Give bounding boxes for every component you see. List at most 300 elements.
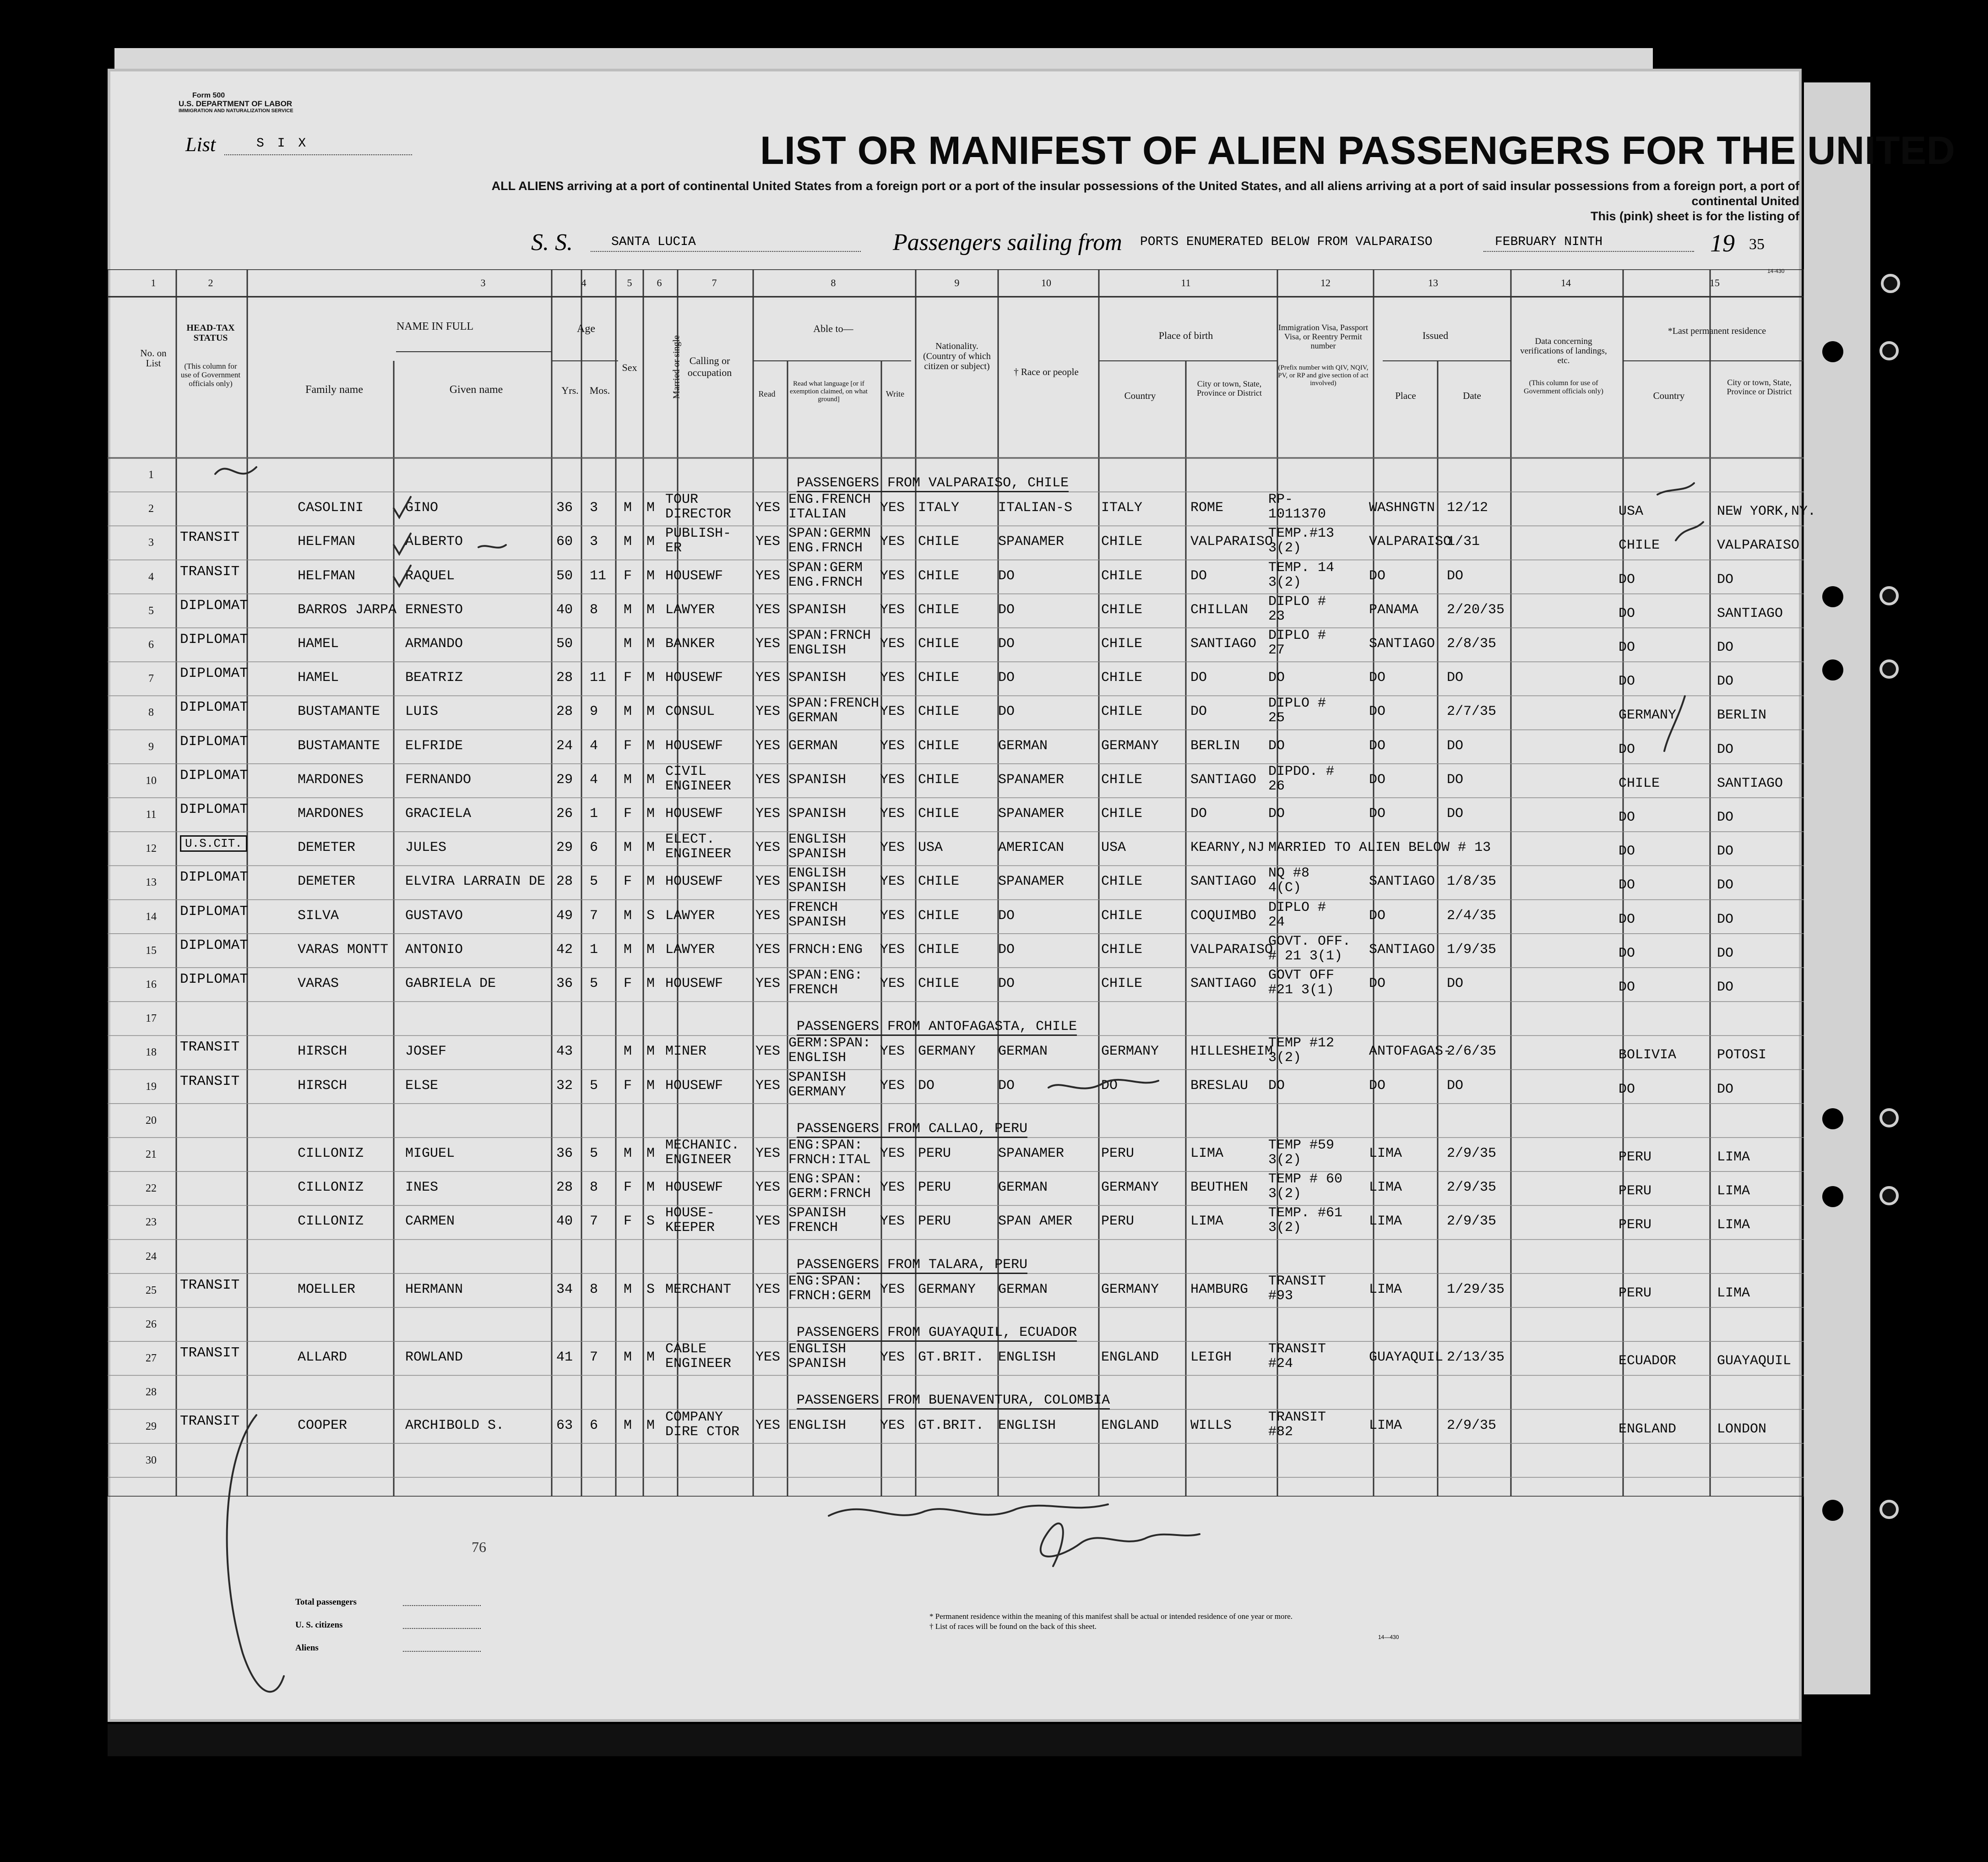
marital-status: M bbox=[646, 1350, 655, 1366]
family-name: CILLONIZ bbox=[298, 1180, 364, 1196]
occupation: LAWYER bbox=[665, 908, 715, 924]
given-name: ALBERTO bbox=[405, 534, 463, 550]
occupation: DIRE CTOR bbox=[665, 1424, 740, 1440]
head-tax-status-stamp: DIPLOMAT bbox=[180, 733, 248, 750]
issued-place: SANTIAGO bbox=[1369, 942, 1435, 958]
header-married: Married or single bbox=[671, 335, 682, 399]
residence-city: VALPARAISO bbox=[1717, 538, 1800, 554]
birth-country: GERMANY bbox=[1101, 1180, 1159, 1196]
head-tax-status-stamp: DIPLOMAT bbox=[180, 937, 248, 953]
birth-city: SANTIAGO bbox=[1190, 772, 1257, 788]
can-read: YES bbox=[755, 1214, 781, 1230]
family-name: MARDONES bbox=[298, 806, 364, 822]
header-sex: Sex bbox=[622, 362, 637, 373]
given-name: LUIS bbox=[405, 704, 439, 720]
residence-city: DO bbox=[1717, 674, 1734, 690]
header-no-on-list: No. on List bbox=[140, 348, 167, 369]
visa-number: 1011370 bbox=[1268, 506, 1326, 523]
nationality: CHILE bbox=[918, 704, 960, 720]
head-tax-status-stamp: DIPLOMAT bbox=[180, 632, 248, 648]
can-write: YES bbox=[880, 1044, 905, 1060]
marital-status: S bbox=[646, 1214, 655, 1230]
family-name: HIRSCH bbox=[298, 1044, 348, 1060]
age-years: 42 bbox=[556, 942, 573, 958]
sex: F bbox=[624, 1214, 632, 1230]
occupation: HOUSEWF bbox=[665, 1180, 723, 1196]
row-number: 10 bbox=[146, 774, 157, 787]
race: DO bbox=[998, 942, 1015, 958]
visa-number: TRANSIT bbox=[1268, 1409, 1326, 1425]
list-rule bbox=[224, 154, 412, 155]
residence-city: LONDON bbox=[1717, 1421, 1767, 1437]
column-number: 1 bbox=[151, 277, 156, 289]
read-language: SPAN:FRENCH bbox=[788, 696, 880, 712]
column-number: 9 bbox=[954, 277, 960, 289]
residence-city: LIMA bbox=[1717, 1149, 1750, 1165]
birth-city: BEUTHEN bbox=[1190, 1180, 1249, 1196]
birth-city: KEARNY,NJ bbox=[1190, 840, 1265, 856]
occupation: CONSUL bbox=[665, 704, 715, 720]
given-name: ARMANDO bbox=[405, 636, 463, 652]
marital-status: M bbox=[646, 602, 655, 618]
sailing-label: Passengers sailing from bbox=[893, 229, 1122, 256]
visa-number: 26 bbox=[1268, 778, 1285, 794]
section-heading: PASSENGERS FROM BUENAVENTURA, COLOMBIA bbox=[797, 1393, 1110, 1410]
marital-status: M bbox=[646, 738, 655, 754]
can-write: YES bbox=[880, 908, 905, 924]
occupation: LAWYER bbox=[665, 602, 715, 618]
sex: F bbox=[624, 1180, 632, 1196]
row-number: 20 bbox=[146, 1114, 157, 1127]
family-name: BUSTAMANTE bbox=[298, 704, 380, 720]
residence-country: ECUADOR bbox=[1619, 1353, 1677, 1369]
can-read: YES bbox=[755, 874, 781, 890]
footer-form-code: 14—430 bbox=[1378, 1634, 1399, 1640]
nationality: DO bbox=[918, 1078, 935, 1094]
residence-city: DO bbox=[1717, 640, 1734, 655]
row-number: 2 bbox=[148, 503, 154, 515]
read-language: SPANISH bbox=[788, 670, 847, 686]
nationality: CHILE bbox=[918, 636, 960, 652]
issued-place: VALPARAISO bbox=[1369, 534, 1452, 550]
sex: F bbox=[624, 738, 632, 754]
read-language: FRENCH bbox=[788, 899, 838, 915]
form-instructions bbox=[430, 179, 1799, 224]
occupation: HOUSE- bbox=[665, 1205, 715, 1221]
section-heading: PASSENGERS FROM ANTOFAGASTA, CHILE bbox=[797, 1019, 1077, 1036]
read-language: GERMAN bbox=[788, 710, 838, 726]
sex: M bbox=[624, 1146, 632, 1161]
age-years: 40 bbox=[556, 1214, 573, 1230]
issued-date: 1/8/35 bbox=[1447, 874, 1497, 890]
birth-country: CHILE bbox=[1101, 772, 1143, 788]
binder-ring bbox=[1879, 659, 1899, 679]
head-tax-status-stamp: TRANSIT bbox=[180, 563, 240, 580]
issued-date: 1/9/35 bbox=[1447, 942, 1497, 958]
ss-label: S. S. bbox=[531, 229, 573, 256]
header-name-in-full: NAME IN FULL bbox=[397, 321, 473, 332]
nationality: CHILE bbox=[918, 908, 960, 924]
given-name: BEATRIZ bbox=[405, 670, 463, 686]
column-number: 3 bbox=[480, 277, 486, 289]
sex: M bbox=[624, 500, 632, 516]
residence-country: DO bbox=[1619, 674, 1635, 690]
residence-city: DO bbox=[1717, 945, 1734, 961]
issued-place: GUAYAQUIL bbox=[1369, 1350, 1444, 1366]
occupation: ENGINEER bbox=[665, 846, 732, 862]
visa-number: 4(C) bbox=[1268, 880, 1302, 896]
read-language: SPANISH bbox=[788, 1205, 847, 1221]
marital-status: M bbox=[646, 704, 655, 720]
visa-number: 3(2) bbox=[1268, 1220, 1302, 1236]
can-read: YES bbox=[755, 636, 781, 652]
head-tax-status-stamp: DIPLOMAT bbox=[180, 971, 248, 987]
sex: M bbox=[624, 704, 632, 720]
row-number: 21 bbox=[146, 1149, 157, 1160]
birth-country: CHILE bbox=[1101, 908, 1143, 924]
residence-country: PERU bbox=[1619, 1285, 1652, 1301]
row-number: 3 bbox=[148, 537, 154, 549]
can-read: YES bbox=[755, 1417, 781, 1433]
read-language: SPAN:ENG: bbox=[788, 968, 863, 983]
issued-date: DO bbox=[1447, 976, 1464, 991]
marital-status: M bbox=[646, 500, 655, 516]
marital-status: M bbox=[646, 636, 655, 652]
occupation: ENGINEER bbox=[665, 778, 732, 794]
issued-place: DO bbox=[1369, 704, 1386, 720]
race: SPANAMER bbox=[998, 1146, 1065, 1161]
birth-country: CHILE bbox=[1101, 602, 1143, 618]
age-years: 28 bbox=[556, 1180, 573, 1196]
issued-date: DO bbox=[1447, 806, 1464, 822]
row-number: 14 bbox=[146, 910, 157, 923]
birth-city: LIMA bbox=[1190, 1214, 1224, 1230]
given-name: INES bbox=[405, 1180, 439, 1196]
marital-status: M bbox=[646, 942, 655, 958]
can-write: YES bbox=[880, 1078, 905, 1094]
row-number: 26 bbox=[146, 1318, 157, 1330]
issued-date: 2/20/35 bbox=[1447, 602, 1505, 618]
race: GERMAN bbox=[998, 1044, 1048, 1060]
issued-place: DO bbox=[1369, 670, 1386, 686]
can-read: YES bbox=[755, 1044, 781, 1060]
age-months: 8 bbox=[590, 1180, 598, 1196]
residence-country: DO bbox=[1619, 877, 1635, 893]
issued-date: 2/9/35 bbox=[1447, 1146, 1497, 1161]
can-read: YES bbox=[755, 942, 781, 958]
given-name: CARMEN bbox=[405, 1214, 455, 1230]
ship-name: SANTA LUCIA bbox=[611, 235, 696, 249]
head-tax-status-stamp: TRANSIT bbox=[180, 529, 240, 546]
residence-country: DO bbox=[1619, 605, 1635, 621]
can-read: YES bbox=[755, 806, 781, 822]
marital-status: M bbox=[646, 874, 655, 890]
can-read: YES bbox=[755, 500, 781, 516]
nationality: GT.BRIT. bbox=[918, 1350, 984, 1366]
birth-country: GERMANY bbox=[1101, 1044, 1159, 1060]
birth-country: CHILE bbox=[1101, 704, 1143, 720]
issued-place: WASHNGTN bbox=[1369, 500, 1435, 516]
binder-ring bbox=[1879, 586, 1899, 605]
family-name: VARAS bbox=[298, 976, 339, 991]
residence-city: SANTIAGO bbox=[1717, 775, 1783, 791]
header-read-language: Read what language [or if exemption claimed, on what ground] bbox=[790, 380, 868, 403]
birth-country: CHILE bbox=[1101, 874, 1143, 890]
age-years: 28 bbox=[556, 704, 573, 720]
read-language: ENG:SPAN: bbox=[788, 1138, 863, 1153]
can-read: YES bbox=[755, 976, 781, 991]
residence-country: DO bbox=[1619, 741, 1635, 757]
year-prefix: 19 bbox=[1710, 229, 1735, 257]
can-read: YES bbox=[755, 1350, 781, 1366]
row-number: 23 bbox=[146, 1216, 157, 1229]
head-tax-status-stamp: TRANSIT bbox=[180, 1413, 240, 1429]
residence-country: DO bbox=[1619, 980, 1635, 995]
visa-number: # 21 3(1) bbox=[1268, 948, 1343, 964]
visa-number: TEMP.#13 bbox=[1268, 526, 1335, 542]
issued-place: LIMA bbox=[1369, 1146, 1402, 1161]
given-name: JOSEF bbox=[405, 1044, 447, 1060]
birth-city: BRESLAU bbox=[1190, 1078, 1249, 1094]
age-years: 63 bbox=[556, 1417, 573, 1433]
visa-number: 3(2) bbox=[1268, 1186, 1302, 1202]
occupation: ELECT. bbox=[665, 832, 715, 848]
read-language: GERMAN bbox=[788, 738, 838, 754]
race: DO bbox=[998, 602, 1015, 618]
residence-city: POTOSI bbox=[1717, 1047, 1767, 1063]
head-tax-status-stamp: U.S.CIT. bbox=[180, 835, 247, 852]
issued-date: DO bbox=[1447, 772, 1464, 788]
family-name: HELFMAN bbox=[298, 534, 356, 550]
can-read: YES bbox=[755, 738, 781, 754]
row-number: 19 bbox=[146, 1080, 157, 1093]
bottom-shadow bbox=[108, 1724, 1802, 1756]
given-name: ARCHIBOLD S. bbox=[405, 1417, 505, 1433]
nationality: ITALY bbox=[918, 500, 960, 516]
birth-country: CHILE bbox=[1101, 636, 1143, 652]
marital-status: M bbox=[646, 840, 655, 856]
nationality: CHILE bbox=[918, 568, 960, 584]
footer-total-rule bbox=[403, 1605, 481, 1606]
age-months: 8 bbox=[590, 602, 598, 618]
birth-city: LIMA bbox=[1190, 1146, 1224, 1161]
sex: M bbox=[624, 1417, 632, 1433]
nationality: GERMANY bbox=[918, 1281, 976, 1297]
race: DO bbox=[998, 670, 1015, 686]
residence-city: DO bbox=[1717, 1081, 1734, 1097]
occupation: KEEPER bbox=[665, 1220, 715, 1236]
family-name: CILLONIZ bbox=[298, 1214, 364, 1230]
visa-number: GOVT OFF bbox=[1268, 968, 1335, 983]
birth-city: SANTIAGO bbox=[1190, 976, 1257, 991]
residence-country: CHILE bbox=[1619, 538, 1660, 554]
header-issued-date: Date bbox=[1463, 390, 1481, 401]
head-tax-status-stamp: TRANSIT bbox=[180, 1345, 240, 1361]
head-tax-status-stamp: DIPLOMAT bbox=[180, 597, 248, 614]
birth-country: DO bbox=[1101, 1078, 1118, 1094]
visa-number: #21 3(1) bbox=[1268, 982, 1335, 998]
column-number: 10 bbox=[1041, 277, 1051, 289]
footer-aliens-label: Aliens bbox=[295, 1643, 319, 1653]
age-months: 7 bbox=[590, 1214, 598, 1230]
issued-date: DO bbox=[1447, 738, 1464, 754]
given-name: JULES bbox=[405, 840, 447, 856]
age-years: 41 bbox=[556, 1350, 573, 1366]
read-language: SPANISH bbox=[788, 1356, 847, 1372]
residence-city: LIMA bbox=[1717, 1217, 1750, 1233]
residence-city: DO bbox=[1717, 877, 1734, 893]
row-number: 1 bbox=[148, 469, 154, 481]
birth-city: DO bbox=[1190, 806, 1207, 822]
residence-country: PERU bbox=[1619, 1149, 1652, 1165]
row-number: 6 bbox=[148, 639, 154, 651]
binder-hole bbox=[1822, 341, 1843, 362]
given-name: GABRIELA DE bbox=[405, 976, 496, 991]
age-years: 36 bbox=[556, 1146, 573, 1161]
header-landing-note: (This column for use of Government officials only) bbox=[1524, 379, 1603, 395]
age-months: 3 bbox=[590, 534, 598, 550]
binder-ring bbox=[1879, 1108, 1899, 1127]
visa-number: RP- bbox=[1268, 492, 1293, 508]
head-tax-status-stamp: DIPLOMAT bbox=[180, 665, 248, 682]
year-suffix: 35 bbox=[1749, 236, 1765, 253]
column-number: 15 bbox=[1710, 277, 1720, 289]
header-issued-place: Place bbox=[1395, 390, 1416, 401]
age-years: 29 bbox=[556, 840, 573, 856]
birth-country: CHILE bbox=[1101, 568, 1143, 584]
row-number: 24 bbox=[146, 1250, 157, 1263]
binder-hole bbox=[1822, 586, 1843, 607]
residence-country: DO bbox=[1619, 911, 1635, 927]
issued-date: 12/12 bbox=[1447, 500, 1488, 516]
age-years: 36 bbox=[556, 976, 573, 991]
birth-country: ITALY bbox=[1101, 500, 1143, 516]
visa-number: TRANSIT bbox=[1268, 1341, 1326, 1357]
race: GERMAN bbox=[998, 1281, 1048, 1297]
age-years: 32 bbox=[556, 1078, 573, 1094]
residence-country: USA bbox=[1619, 504, 1644, 520]
sex: M bbox=[624, 1044, 632, 1060]
head-tax-status-stamp: DIPLOMAT bbox=[180, 767, 248, 784]
visa-number: TEMP. #61 bbox=[1268, 1205, 1343, 1221]
given-name: MIGUEL bbox=[405, 1146, 455, 1161]
residence-city: DO bbox=[1717, 741, 1734, 757]
race: SPANAMER bbox=[998, 534, 1065, 550]
age-years: 50 bbox=[556, 636, 573, 652]
read-language: FRENCH bbox=[788, 982, 838, 998]
issued-place: SANTIAGO bbox=[1369, 636, 1435, 652]
birth-country: USA bbox=[1101, 840, 1126, 856]
visa-number: DO bbox=[1268, 738, 1285, 754]
visa-number: TRANSIT bbox=[1268, 1273, 1326, 1289]
column-number: 4 bbox=[581, 277, 587, 289]
header-residence: *Last permanent residence bbox=[1668, 326, 1766, 336]
race: GERMAN bbox=[998, 1180, 1048, 1196]
given-name: ELSE bbox=[405, 1078, 439, 1094]
read-language: SPANISH bbox=[788, 806, 847, 822]
race: SPAN AMER bbox=[998, 1214, 1073, 1230]
instruction-line-1: ALL ALIENS arriving at a port of continental United States from a foreign port or a port of the insular possessions of the United States, and all aliens arriving at a port of said insular possessions from a foreign port, a port of continental United bbox=[491, 179, 1799, 208]
residence-country: ENGLAND bbox=[1619, 1421, 1677, 1437]
binder-hole bbox=[1822, 1186, 1843, 1207]
age-years: 50 bbox=[556, 568, 573, 584]
given-name: GINO bbox=[405, 500, 439, 516]
header-yrs: Yrs. bbox=[561, 385, 579, 396]
column-number: 2 bbox=[208, 277, 213, 289]
residence-country: PERU bbox=[1619, 1183, 1652, 1199]
issued-place: DO bbox=[1369, 908, 1386, 924]
birth-country: GERMANY bbox=[1101, 738, 1159, 754]
row-number: 27 bbox=[146, 1352, 157, 1365]
issued-date: 2/8/35 bbox=[1447, 636, 1497, 652]
family-name: MARDONES bbox=[298, 772, 364, 788]
occupation: MECHANIC. bbox=[665, 1138, 740, 1153]
occupation: ENGINEER bbox=[665, 1152, 732, 1168]
marital-status: S bbox=[646, 908, 655, 924]
row-number: 30 bbox=[146, 1454, 157, 1466]
header-visa-note: (Prefix number with QIV, NQIV, PV, or RP and give section of act involved) bbox=[1278, 364, 1369, 387]
read-language: GERM:FRNCH bbox=[788, 1186, 871, 1202]
row-number: 13 bbox=[146, 877, 157, 889]
issued-place: DO bbox=[1369, 738, 1386, 754]
sailing-from: PORTS ENUMERATED BELOW FROM VALPARAISO bbox=[1140, 235, 1433, 249]
occupation: HOUSEWF bbox=[665, 670, 723, 686]
sex: F bbox=[624, 670, 632, 686]
visa-number: MARRIED TO ALIEN BELOW # 13 bbox=[1268, 840, 1491, 856]
issued-date: 2/6/35 bbox=[1447, 1044, 1497, 1060]
header-given-name: Given name bbox=[449, 384, 503, 396]
row-number: 9 bbox=[148, 740, 154, 753]
read-language: ENG.FRENCH bbox=[788, 492, 871, 508]
birth-country: CHILE bbox=[1101, 534, 1143, 550]
age-months: 7 bbox=[590, 908, 598, 924]
read-language: ENGLISH bbox=[788, 866, 847, 882]
visa-number: NQ #8 bbox=[1268, 866, 1310, 882]
occupation: BANKER bbox=[665, 636, 715, 652]
issued-place: ANTOFAGAS- bbox=[1369, 1044, 1452, 1060]
residence-country: DO bbox=[1619, 1081, 1635, 1097]
occupation: HOUSEWF bbox=[665, 1078, 723, 1094]
marital-status: M bbox=[646, 1146, 655, 1161]
marital-status: M bbox=[646, 670, 655, 686]
marital-status: M bbox=[646, 1044, 655, 1060]
occupation: MINER bbox=[665, 1044, 707, 1060]
birth-country: ENGLAND bbox=[1101, 1417, 1159, 1433]
row-number: 28 bbox=[146, 1386, 157, 1399]
binder-ring bbox=[1881, 274, 1900, 293]
header-mos: Mos. bbox=[589, 385, 610, 396]
family-name: HAMEL bbox=[298, 636, 339, 652]
can-write: YES bbox=[880, 1214, 905, 1230]
race: DO bbox=[998, 704, 1015, 720]
family-name: HIRSCH bbox=[298, 1078, 348, 1094]
read-language: GERMANY bbox=[788, 1084, 847, 1100]
column-number: 6 bbox=[657, 277, 662, 289]
birth-country: ENGLAND bbox=[1101, 1350, 1159, 1366]
row-number: 5 bbox=[148, 604, 154, 617]
residence-city: NEW YORK,NY. bbox=[1717, 504, 1816, 520]
read-language: SPANISH bbox=[788, 846, 847, 862]
birth-city: VALPARAISO bbox=[1190, 942, 1273, 958]
head-tax-status-stamp: DIPLOMAT bbox=[180, 801, 248, 817]
footer-note-races: † List of races will be found on the back of this sheet. bbox=[929, 1622, 1097, 1631]
row-number: 25 bbox=[146, 1284, 157, 1296]
residence-city: DO bbox=[1717, 572, 1734, 588]
visa-number: TEMP #59 bbox=[1268, 1138, 1335, 1153]
sex: F bbox=[624, 874, 632, 890]
head-tax-status-stamp: TRANSIT bbox=[180, 1039, 240, 1056]
family-name: VARAS MONTT bbox=[298, 942, 389, 958]
